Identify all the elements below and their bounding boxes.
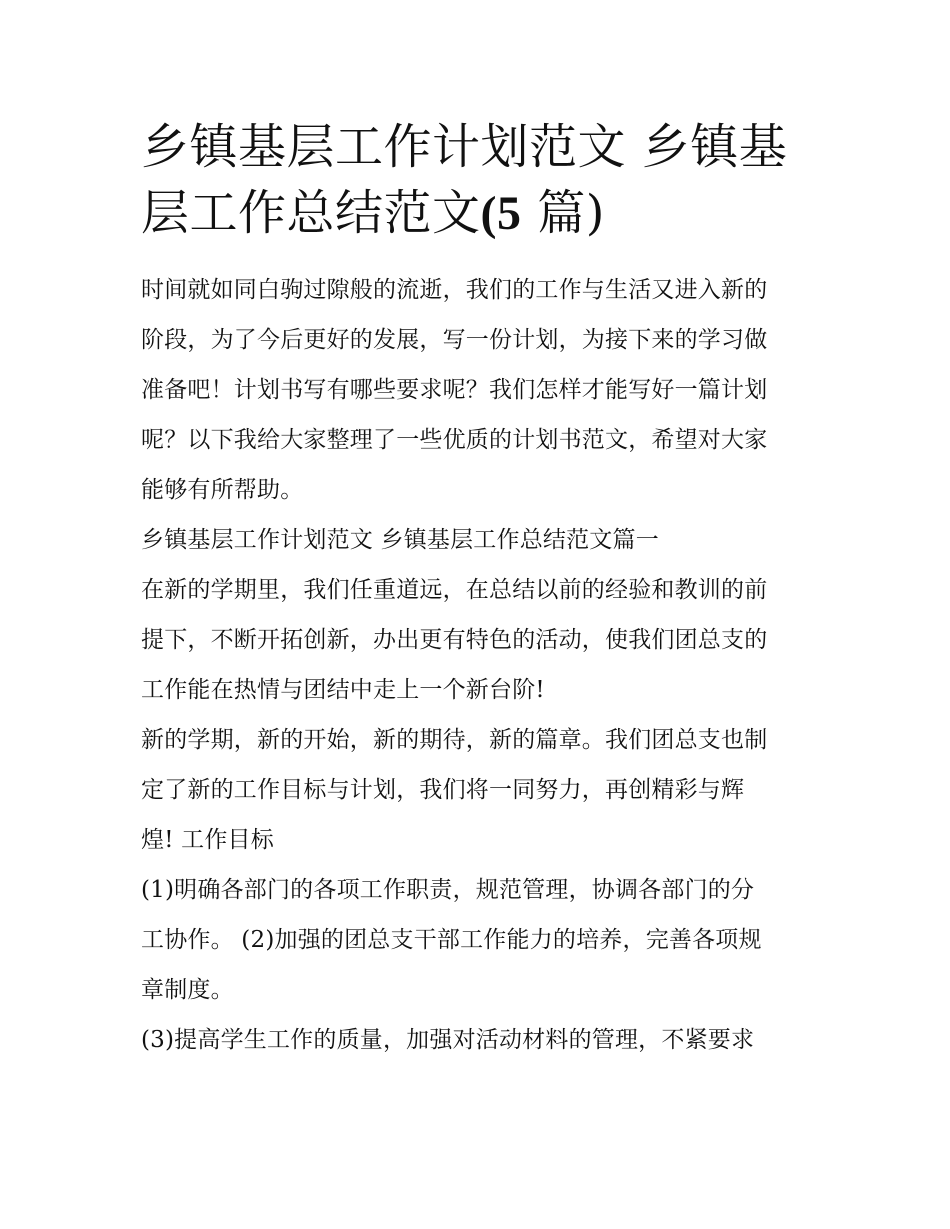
document-content xyxy=(141,114,813,1065)
paragraph-line: 在新的学期里，我们任重道远，在总结以前的经验和教训的前 xyxy=(141,577,768,603)
paragraph-line: 提下，不断开拓创新，办出更有特色的活动，使我们团总支的 xyxy=(141,627,768,653)
paragraph-line: 定了新的工作目标与计划，我们将一同努力，再创精彩与辉 xyxy=(141,777,745,803)
paragraph-line: 煌! 工作目标 xyxy=(141,827,274,853)
paragraph-line: 能够有所帮助。 xyxy=(141,477,304,503)
goal-list-paragraph xyxy=(141,865,813,1015)
document-title xyxy=(141,114,813,247)
paragraph-line: 新的学期，新的开始，新的期待，新的篇章。我们团总支也制 xyxy=(141,727,768,753)
title-line-1: 乡镇基层工作计划范文 乡镇基 xyxy=(141,119,788,175)
paragraph-line: 时间就如同白驹过隙般的流逝，我们的工作与生活又进入新的 xyxy=(141,277,768,303)
title-line-2-text: 层工作总结范文 xyxy=(141,185,481,241)
title-line-2-suffix: 篇) xyxy=(521,185,605,241)
intro-paragraph xyxy=(141,265,813,515)
section-heading-text: 乡镇基层工作计划范文 乡镇基层工作总结范文篇一 xyxy=(141,527,659,553)
paragraph-line: (3)提高学生工作的质量，加强对活动材料的管理，不紧要求 xyxy=(141,1027,755,1053)
goal-list-paragraph xyxy=(141,1015,813,1065)
title-line-2 xyxy=(141,180,813,247)
title-count: (5 xyxy=(480,187,522,240)
paragraph-line: 呢？以下我给大家整理了一些优质的计划书范文，希望对大家 xyxy=(141,427,768,453)
section-heading xyxy=(141,515,813,565)
paragraph-line: 工协作。 (2)加强的团总支干部工作能力的培养，完善各项规 xyxy=(141,927,762,953)
paragraph-line: (1)明确各部门的各项工作职责，规范管理，协调各部门的分 xyxy=(141,877,755,903)
paragraph-line: 工作能在热情与团结中走上一个新台阶! xyxy=(141,677,545,703)
paragraph-line: 阶段，为了今后更好的发展，写一份计划，为接下来的学习做 xyxy=(141,327,768,353)
paragraph-line: 章制度。 xyxy=(141,977,234,1003)
paragraph-line: 准备吧！计划书写有哪些要求呢？我们怎样才能写好一篇计划 xyxy=(141,377,768,403)
body-paragraph xyxy=(141,715,813,865)
body-paragraph xyxy=(141,565,813,715)
